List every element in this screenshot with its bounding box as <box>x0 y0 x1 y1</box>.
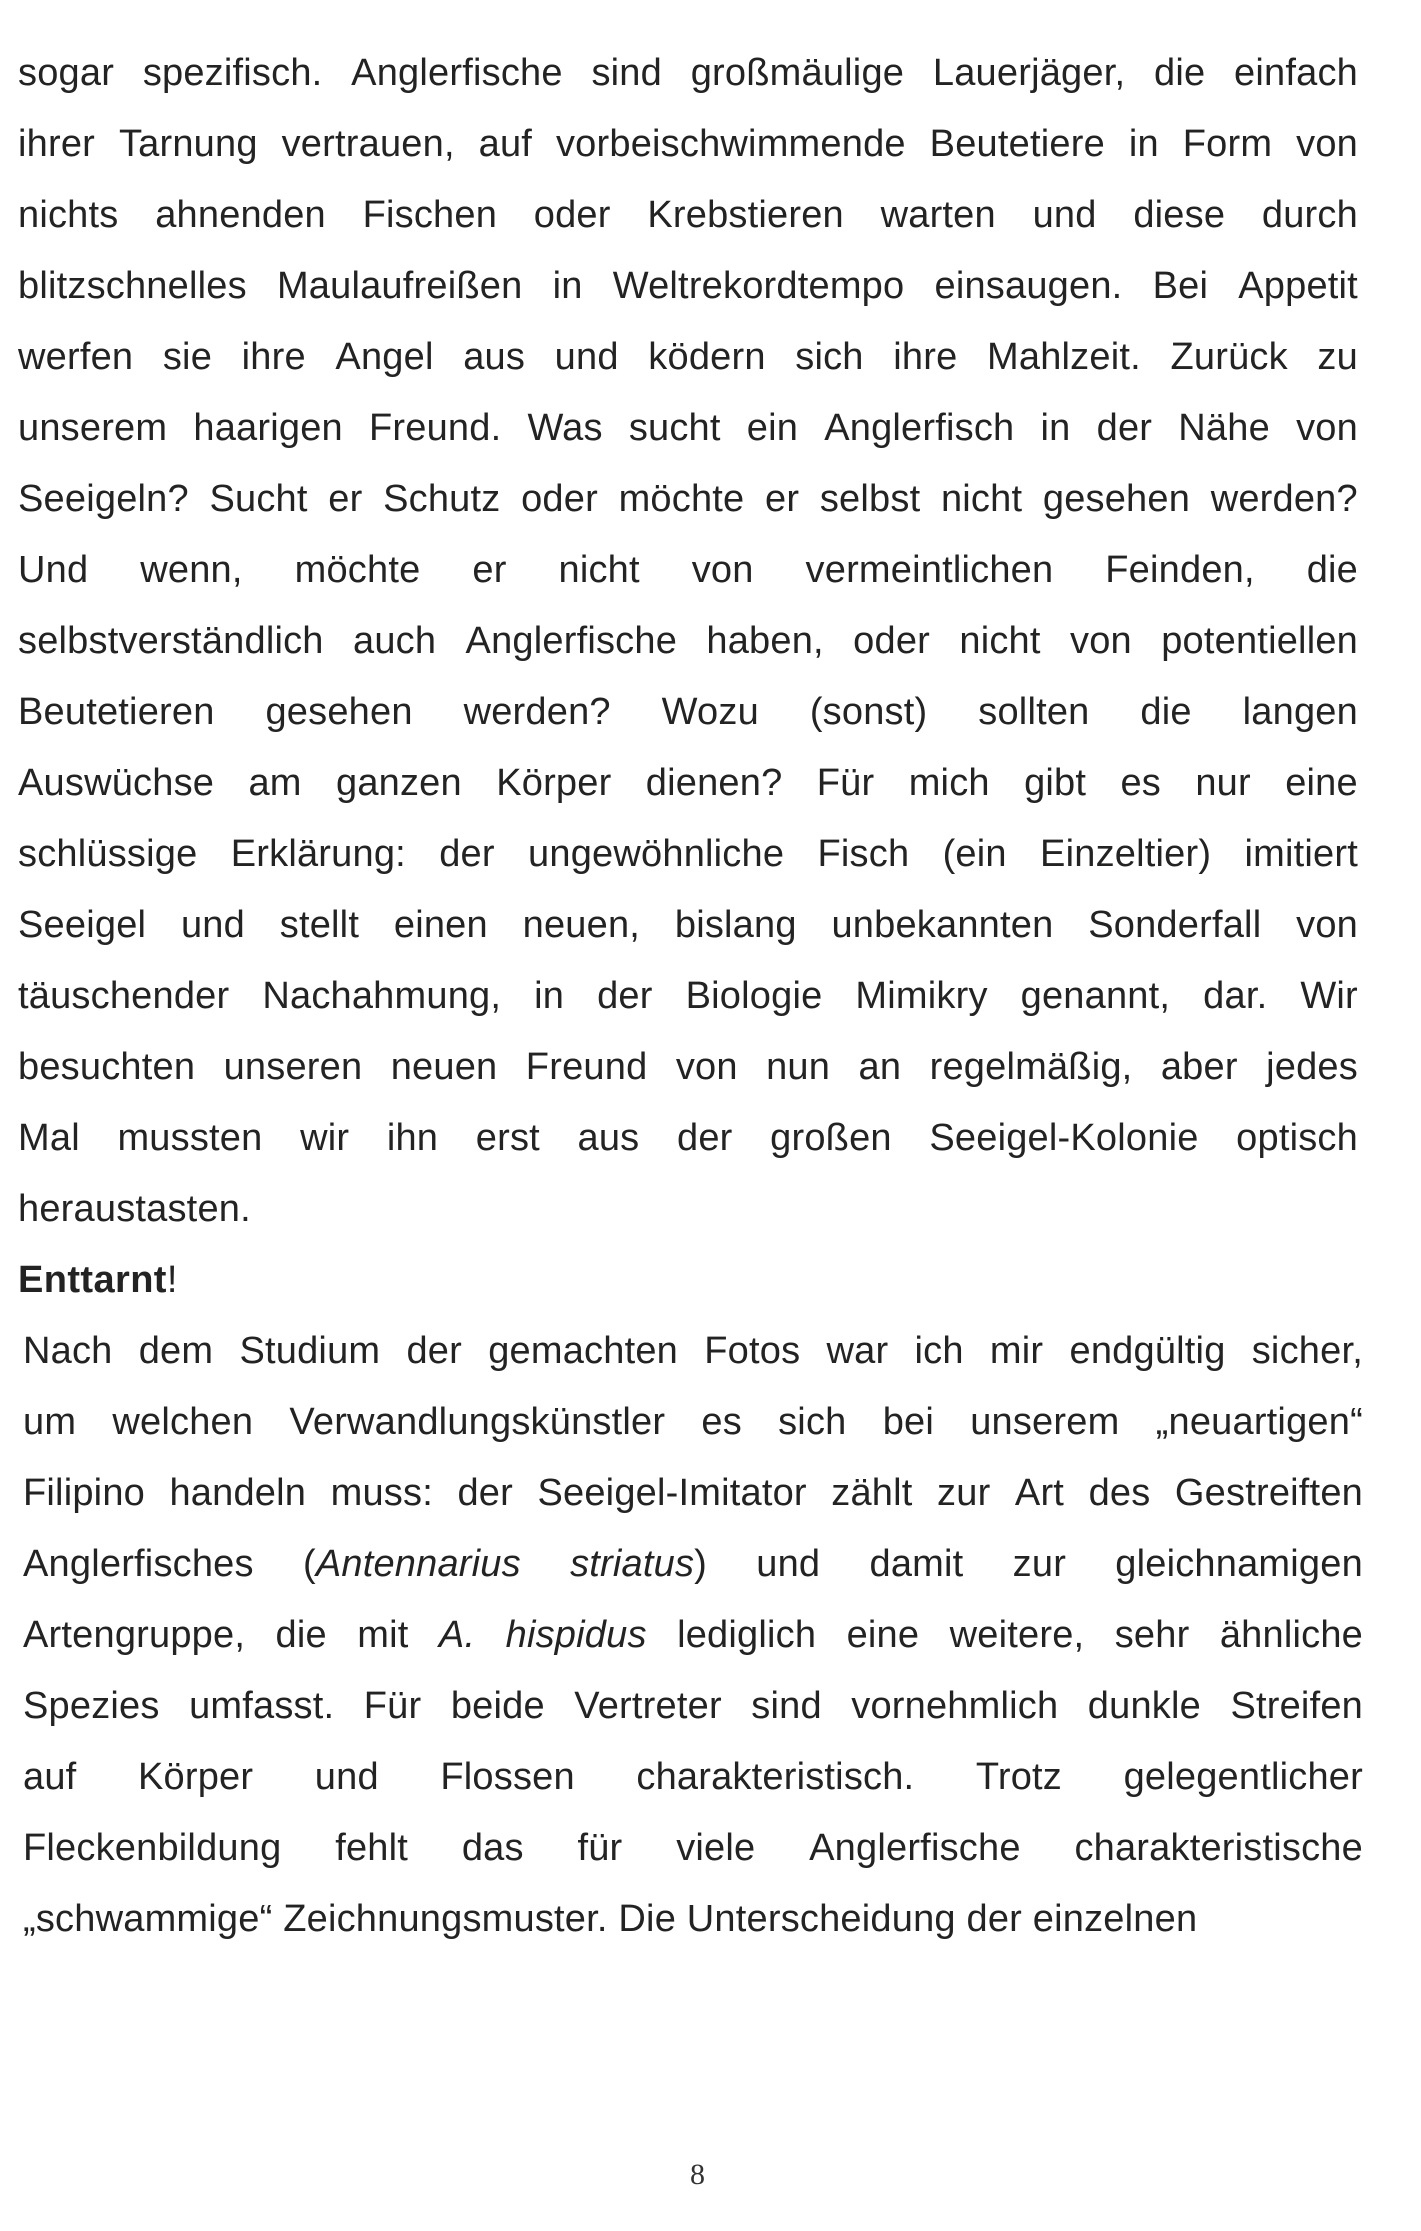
word: gemachten <box>488 1330 679 1372</box>
word: es <box>701 1401 742 1443</box>
word: ihn <box>386 1117 439 1159</box>
text-line <box>18 464 1358 535</box>
word: ganzen <box>335 762 462 804</box>
text-line <box>23 1600 1363 1671</box>
word: Schutz <box>383 478 501 520</box>
word: haarigen <box>193 407 343 449</box>
word: an <box>858 1046 902 1088</box>
word: ein <box>746 407 799 449</box>
word: fehlt <box>335 1827 409 1869</box>
word: Streifen <box>1230 1685 1363 1727</box>
word: mir <box>989 1330 1044 1372</box>
text-line <box>23 1813 1363 1884</box>
word: unbekannten <box>831 904 1054 946</box>
word: selbstverständlich <box>18 620 324 662</box>
word: Fisch <box>817 833 910 875</box>
word: spezifisch. <box>142 52 323 94</box>
word: Gestreiften <box>1174 1472 1363 1514</box>
word: Feinden, <box>1105 549 1255 591</box>
word: vertrauen, <box>281 123 455 165</box>
word: des <box>1088 1472 1151 1514</box>
word: der <box>677 1117 733 1159</box>
word: Form <box>1182 123 1273 165</box>
word: besuchten <box>18 1046 196 1088</box>
word: Freund. <box>369 407 502 449</box>
word: Nachahmung, <box>262 975 502 1017</box>
word: Tarnung <box>118 123 258 165</box>
word: in <box>1128 123 1159 165</box>
word: unserem <box>18 407 168 449</box>
text-line <box>23 1387 1363 1458</box>
word: die <box>1140 691 1192 733</box>
word: einen <box>393 904 488 946</box>
page-number: 8 <box>690 2158 705 2191</box>
word: erst <box>475 1117 540 1159</box>
word: diese <box>1133 194 1226 236</box>
section-heading-punctuation: ! <box>166 1259 178 1301</box>
word: Körper <box>137 1756 254 1798</box>
word: Seeigel-Kolonie <box>929 1117 1199 1159</box>
word: Auswüchse <box>18 762 215 804</box>
word: zählt <box>831 1472 913 1514</box>
word: um <box>23 1401 77 1443</box>
word: und <box>314 1756 379 1798</box>
word: Anglerfisch <box>824 407 1015 449</box>
word: sich <box>795 336 864 378</box>
word: sind <box>751 1685 822 1727</box>
word: werden? <box>463 691 611 733</box>
word: mit <box>357 1614 409 1656</box>
text-line <box>18 819 1358 890</box>
text-line <box>18 393 1358 464</box>
word: in <box>552 265 583 307</box>
word: Seeigeln? <box>18 478 189 520</box>
word: langen <box>1242 691 1358 733</box>
word: genannt, <box>1020 975 1171 1017</box>
word: dunkle <box>1087 1685 1201 1727</box>
word: Seeigel-Imitator <box>537 1472 807 1514</box>
word: Mahlzeit. <box>987 336 1141 378</box>
word: möchte <box>618 478 745 520</box>
word: A. <box>438 1614 476 1656</box>
word: jedes <box>1266 1046 1358 1088</box>
word: charakteristische <box>1074 1827 1363 1869</box>
word: nur <box>1195 762 1251 804</box>
word: bei <box>882 1401 934 1443</box>
paragraph-mimicry <box>18 38 1358 1245</box>
word: am <box>248 762 302 804</box>
word: ködern <box>648 336 766 378</box>
word: unserem <box>970 1401 1120 1443</box>
word: wir <box>300 1117 350 1159</box>
text-line <box>18 606 1358 677</box>
word: der <box>406 1330 462 1372</box>
word: mussten <box>117 1117 263 1159</box>
word: Angel <box>335 336 434 378</box>
text-line <box>18 890 1358 961</box>
text-line <box>18 748 1358 819</box>
word: Artengruppe, <box>23 1614 246 1656</box>
text-line <box>23 1529 1363 1600</box>
word: Nach <box>23 1330 113 1372</box>
word: vornehmlich <box>851 1685 1059 1727</box>
word: die <box>275 1614 327 1656</box>
word: imitiert <box>1244 833 1358 875</box>
word: „neuartigen“ <box>1155 1401 1363 1443</box>
text-line <box>18 322 1358 393</box>
word: striatus) <box>570 1543 708 1585</box>
word: ungewöhnliche <box>528 833 785 875</box>
word: Maulaufreißen <box>276 265 523 307</box>
word: unseren <box>223 1046 363 1088</box>
word: sucht <box>628 407 721 449</box>
word: Beutetieren <box>18 691 215 733</box>
word: Zurück <box>1170 336 1288 378</box>
text-line-last <box>23 1884 1363 1955</box>
word: Filipino <box>23 1472 145 1514</box>
word: Anglerfisches <box>23 1543 254 1585</box>
word: nun <box>766 1046 831 1088</box>
word: oder <box>521 478 598 520</box>
word: Und <box>18 549 89 591</box>
text-line <box>18 251 1358 322</box>
word: Für <box>816 762 875 804</box>
section-heading <box>18 1245 1374 1316</box>
word: werfen <box>18 336 134 378</box>
word: sicher, <box>1251 1330 1363 1372</box>
word: zur <box>1012 1543 1067 1585</box>
word: sollten <box>978 691 1090 733</box>
word: Was <box>527 407 603 449</box>
word: eine <box>1285 762 1358 804</box>
word: wenn, <box>140 549 243 591</box>
text-line <box>18 1103 1358 1174</box>
word: selbst <box>819 478 921 520</box>
text-line-last <box>18 1174 1358 1245</box>
word: von <box>1296 407 1358 449</box>
word: Weltrekordtempo <box>612 265 905 307</box>
word: gesehen <box>265 691 413 733</box>
word: Seeigel <box>18 904 147 946</box>
section-heading-text: Enttarnt <box>18 1259 167 1301</box>
text-line <box>18 38 1358 109</box>
word: endgültig <box>1069 1330 1226 1372</box>
word: Verwandlungskünstler <box>289 1401 666 1443</box>
word: gelegentlicher <box>1123 1756 1363 1798</box>
word: werden? <box>1210 478 1358 520</box>
word: Einzeltier) <box>1040 833 1212 875</box>
word: das <box>461 1827 524 1869</box>
word: von <box>691 549 754 591</box>
word: Krebstieren <box>647 194 844 236</box>
word: ahnenden <box>155 194 326 236</box>
word: bislang <box>674 904 797 946</box>
word: regelmäßig, <box>929 1046 1133 1088</box>
text-line <box>18 180 1358 251</box>
word: Flossen <box>440 1756 575 1798</box>
word: war <box>826 1330 889 1372</box>
word: schlüssige <box>18 833 198 875</box>
word: lediglich <box>677 1614 817 1656</box>
word: Für <box>363 1685 422 1727</box>
word: sogar <box>18 52 115 94</box>
word: aus <box>577 1117 640 1159</box>
word: Lauerjäger, <box>932 52 1126 94</box>
word: zur <box>937 1472 991 1514</box>
word: damit <box>869 1543 964 1585</box>
word: haben, <box>706 620 824 662</box>
word: hispidus <box>505 1614 647 1656</box>
word: Nähe <box>1178 407 1270 449</box>
text-line <box>18 109 1358 180</box>
word: (sonst) <box>809 691 928 733</box>
word: gleichnamigen <box>1115 1543 1363 1585</box>
word: optisch <box>1236 1117 1358 1159</box>
word: Mimikry <box>855 975 988 1017</box>
word: aber <box>1160 1046 1238 1088</box>
word: der <box>1096 407 1153 449</box>
text-line <box>23 1742 1363 1813</box>
text-line <box>23 1316 1363 1387</box>
word: Beutetiere <box>929 123 1105 165</box>
word: in <box>534 975 565 1017</box>
word: dem <box>138 1330 214 1372</box>
word: Anglerfische <box>351 52 563 94</box>
word: und <box>756 1543 821 1585</box>
word: und <box>180 904 245 946</box>
word: Trotz <box>975 1756 1063 1798</box>
word: vorbeischwimmende <box>555 123 906 165</box>
word: er <box>328 478 363 520</box>
word: Anglerfische <box>809 1827 1021 1869</box>
word: Appetit <box>1238 265 1358 307</box>
word: charakteristisch. <box>636 1756 915 1798</box>
word: für <box>577 1827 623 1869</box>
word: handeln <box>169 1472 307 1514</box>
word: beide <box>450 1685 545 1727</box>
word: Bei <box>1152 265 1209 307</box>
text-line <box>18 1032 1358 1103</box>
word: auf <box>23 1756 77 1798</box>
word: potentiellen <box>1161 620 1358 662</box>
word: nicht <box>959 620 1041 662</box>
word: Sucht <box>209 478 308 520</box>
word: Fleckenbildung <box>23 1827 282 1869</box>
word: neuen <box>390 1046 498 1088</box>
word: warten <box>880 194 996 236</box>
word: nicht <box>940 478 1023 520</box>
word: sie <box>162 336 213 378</box>
word: Körper <box>496 762 612 804</box>
word: (ein <box>942 833 1007 875</box>
word: dienen? <box>645 762 783 804</box>
word: von <box>675 1046 738 1088</box>
paragraph-identification <box>23 1316 1363 1955</box>
word: Spezies <box>23 1685 160 1727</box>
word: gesehen <box>1042 478 1191 520</box>
document-page <box>18 38 1374 1955</box>
last-line-text: „schwammige“ Zeichnungsmuster. Die Unterscheidung der einzelnen <box>23 1898 1198 1940</box>
word: weitere, <box>949 1614 1085 1656</box>
word: in <box>1040 407 1071 449</box>
word: umfasst. <box>189 1685 335 1727</box>
word: blitzschnelles <box>18 265 247 307</box>
word: großen <box>770 1117 892 1159</box>
word: zu <box>1317 336 1358 378</box>
word: eine <box>846 1614 920 1656</box>
word: Vertreter <box>574 1685 722 1727</box>
word: oder <box>853 620 931 662</box>
word: gibt <box>1024 762 1087 804</box>
word: täuschender <box>18 975 230 1017</box>
word: großmäulige <box>690 52 905 94</box>
word: ihre <box>241 336 306 378</box>
word: von <box>1070 620 1132 662</box>
word: welchen <box>112 1401 254 1443</box>
word: Wir <box>1300 975 1358 1017</box>
word: Freund <box>525 1046 648 1088</box>
word: es <box>1120 762 1162 804</box>
text-line <box>18 961 1358 1032</box>
word: und <box>554 336 619 378</box>
word: vermeintlichen <box>805 549 1054 591</box>
text-line <box>18 535 1358 606</box>
word: mich <box>908 762 990 804</box>
word: Mal <box>18 1117 80 1159</box>
word: möchte <box>294 549 421 591</box>
word: ihrer <box>18 123 96 165</box>
word: sind <box>591 52 662 94</box>
word: durch <box>1261 194 1358 236</box>
text-line <box>23 1458 1363 1529</box>
word: und <box>1032 194 1097 236</box>
word: Fischen <box>362 194 498 236</box>
word: viele <box>676 1827 756 1869</box>
word: aus <box>463 336 526 378</box>
last-line-text: heraustasten. <box>18 1188 251 1230</box>
word: von <box>1296 904 1358 946</box>
word: Wozu <box>661 691 759 733</box>
word: Biologie <box>685 975 823 1017</box>
word: sehr <box>1114 1614 1190 1656</box>
word: oder <box>533 194 611 236</box>
word: Sonderfall <box>1088 904 1262 946</box>
word: Anglerfische <box>465 620 678 662</box>
word: Erklärung: <box>230 833 406 875</box>
word: Fotos <box>704 1330 801 1372</box>
text-line <box>23 1671 1363 1742</box>
word: er <box>472 549 507 591</box>
text-line <box>18 677 1358 748</box>
word: neuen, <box>522 904 641 946</box>
word: dar. <box>1203 975 1268 1017</box>
word: einsaugen. <box>934 265 1123 307</box>
word: er <box>765 478 800 520</box>
word: der <box>439 833 495 875</box>
word: auf <box>478 123 533 165</box>
word: stellt <box>279 904 360 946</box>
word: von <box>1296 123 1358 165</box>
word: der <box>597 975 653 1017</box>
word: Art <box>1014 1472 1065 1514</box>
word: Studium <box>239 1330 381 1372</box>
word: muss: <box>330 1472 433 1514</box>
word: sich <box>778 1401 847 1443</box>
word: die <box>1306 549 1358 591</box>
word: ihre <box>893 336 958 378</box>
word: ähnliche <box>1219 1614 1363 1656</box>
word: einfach <box>1234 52 1358 94</box>
word: der <box>457 1472 513 1514</box>
word: (Antennarius <box>302 1543 521 1585</box>
word: die <box>1153 52 1206 94</box>
word: auch <box>352 620 437 662</box>
word: ich <box>914 1330 964 1372</box>
word: nichts <box>18 194 119 236</box>
word: nicht <box>558 549 640 591</box>
